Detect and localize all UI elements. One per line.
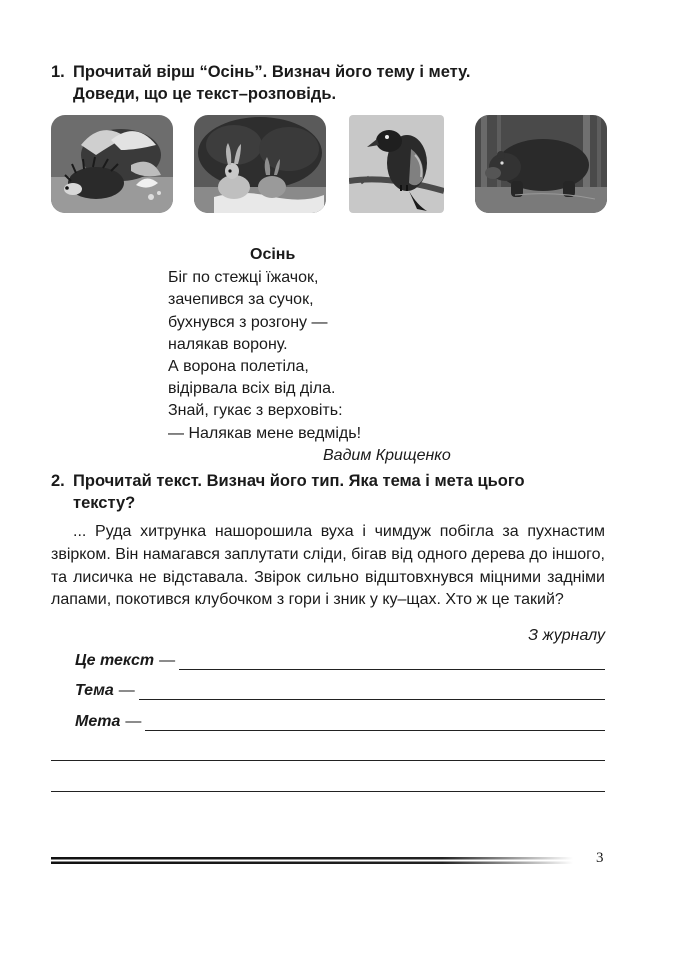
hare-illustration [194, 115, 326, 213]
text-type-label: Це текст [75, 652, 155, 669]
poem [168, 244, 488, 467]
poem-line: бухнувся з розгону — [168, 313, 328, 331]
text-source: З журналу [528, 627, 605, 644]
purpose-label: Мета [75, 713, 121, 730]
purpose-answer-line[interactable] [145, 713, 605, 731]
task-2-line-2: тексту? [73, 494, 136, 512]
task-1-heading [51, 61, 470, 105]
page-number: 3 [596, 850, 604, 866]
answer-theme [75, 678, 605, 700]
poem-line: Знай, гукає з верховіть: [168, 402, 343, 420]
dash: — [118, 682, 135, 699]
poem-line: відірвала всіх від діла. [168, 380, 336, 398]
poem-line: Біг по стежці їжачок, [168, 269, 319, 287]
illustrations-strip [51, 115, 607, 213]
footer-bar [51, 854, 573, 868]
hedgehog-illustration [51, 115, 173, 213]
dash: — [159, 652, 176, 669]
task-1-number: 1. [51, 63, 65, 81]
theme-label: Тема [75, 682, 114, 699]
bear-illustration [475, 115, 607, 213]
task-2-text: ... Руда хитрунка нашорошила вуха і чимдуж побігла за пухнастим звірком. Він намагався заплутати сліди, бігав від одного дерева до іншого, та лисичка не відставала. Звірок сильно відштовхнувся міцними задніми лапами, покотився клубочком з гори і зник у ку–щах. Хто ж це такий? [51, 523, 605, 609]
task-2-number: 2. [51, 472, 65, 490]
answer-purpose [75, 709, 605, 731]
blank-answer-line[interactable] [51, 791, 605, 792]
task-1-line-1: Прочитай вірш “Осінь”. Визнач його тему і мету. [73, 63, 471, 81]
crow-illustration [349, 115, 444, 213]
text-type-answer-line[interactable] [179, 652, 605, 670]
answer-text-type [75, 648, 605, 670]
dash: — [125, 713, 142, 730]
poem-title: Осінь [250, 246, 296, 263]
theme-answer-line[interactable] [139, 682, 605, 700]
poem-author: Вадим Крищенко [323, 446, 451, 464]
task-2-line-1: Прочитай текст. Визнач його тип. Яка тема і мета цього [73, 472, 525, 490]
task-2-heading [51, 470, 525, 514]
poem-line: — Налякав мене ведмідь! [168, 424, 362, 442]
poem-line: зачепився за сучок, [168, 291, 314, 309]
blank-answer-line[interactable] [51, 760, 605, 761]
poem-line: А ворона полетіла, [168, 358, 309, 376]
task-1-line-2: Доведи, що це текст–розповідь. [73, 85, 337, 103]
poem-line: налякав ворону. [168, 335, 288, 353]
